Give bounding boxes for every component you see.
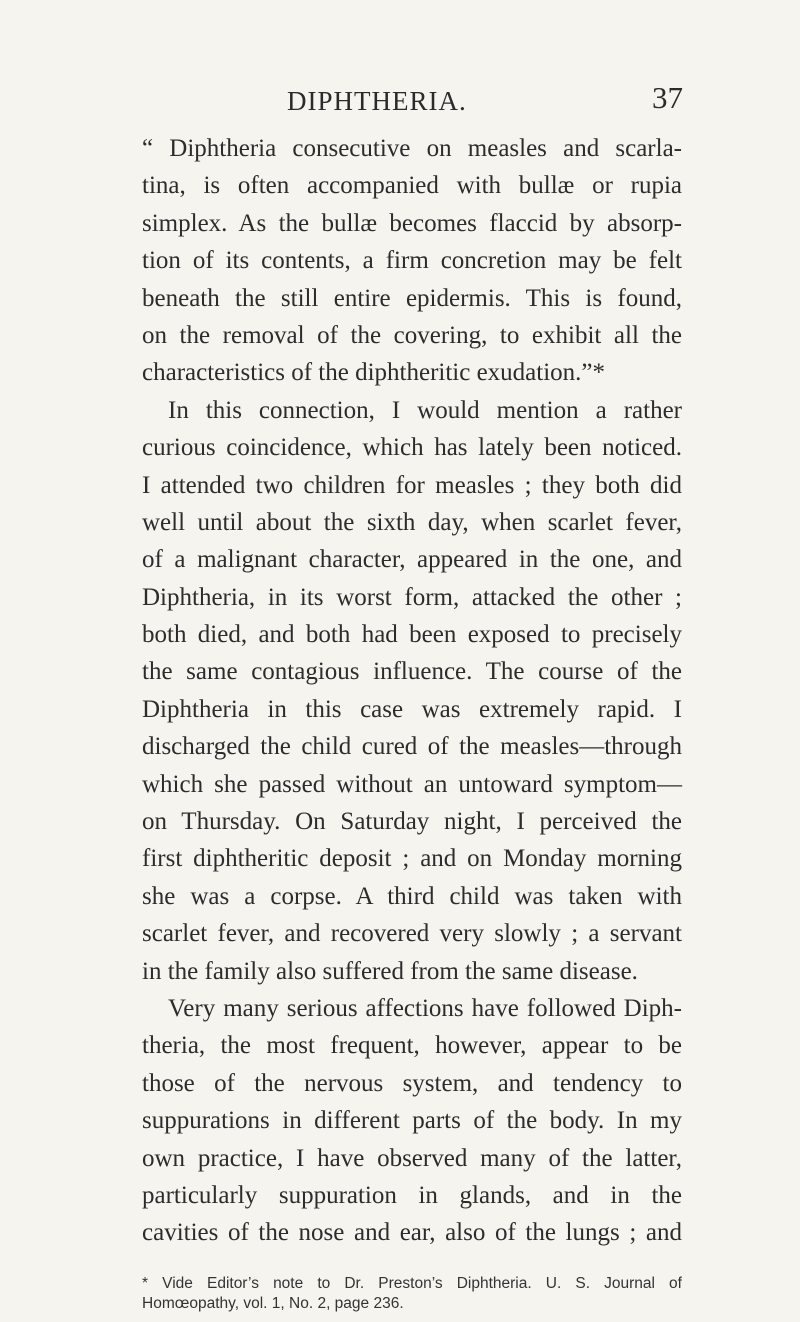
body-text — [142, 130, 682, 1252]
text-line: on Thursday. On Saturday night, I perceived the — [142, 808, 682, 836]
text-line: which she passed without an untoward symptom— — [142, 770, 682, 798]
text-line: suppurations in different parts of the body. In my — [142, 1107, 682, 1135]
text-line: those of the nervous system, and tendency to — [142, 1069, 682, 1097]
text-line: beneath the still entire epidermis. This is found, — [142, 284, 682, 312]
text-line: In this connection, I would mention a rather — [168, 396, 682, 424]
text-line: theria, the most frequent, however, appear to be — [142, 1032, 682, 1060]
text-line: both died, and both had been exposed to precisely — [142, 621, 682, 649]
text-line: on the removal of the covering, to exhibit all the — [142, 321, 682, 349]
text-line: characteristics of the diphtheritic exudation.”* — [142, 359, 606, 387]
text-line: first diphtheritic deposit ; and on Monday morning — [142, 845, 682, 873]
text-line: tina, is often accompanied with bullæ or rupia — [142, 172, 682, 200]
text-line: cavities of the nose and ear, also of the lungs ; and — [142, 1219, 682, 1247]
text-line: Diphtheria, in its worst form, attacked the other ; — [142, 583, 682, 611]
text-line: of a malignant character, appeared in the one, and — [142, 546, 682, 574]
text-line: Very many serious affections have followed Diph- — [168, 994, 682, 1022]
text-line: scarlet fever, and recovered very slowly ; a servant — [142, 920, 682, 948]
text-line: well until about the sixth day, when scarlet fever, — [142, 508, 682, 536]
footnote-line: Homœopathy, vol. 1, No. 2, page 236. — [142, 1295, 404, 1312]
text-line: tion of its contents, a firm concretion may be felt — [142, 247, 682, 275]
footnote — [142, 1274, 682, 1314]
text-line: the same contagious influence. The course of the — [142, 658, 682, 686]
running-head-title: DIPHTHERIA. — [287, 86, 467, 116]
text-line: “ Diphtheria consecutive on measles and scarla- — [142, 135, 682, 162]
text-line: Diphtheria in this case was extremely rapid. I — [142, 695, 682, 723]
text-line: discharged the child cured of the measles—through — [142, 733, 682, 761]
text-line: own practice, I have observed many of the latter, — [142, 1144, 682, 1172]
footnote-line: * Vide Editor’s note to Dr. Preston’s Diphtheria. U. S. Journal of — [142, 1275, 682, 1292]
page-number: 37 — [652, 80, 683, 115]
text-line: curious coincidence, which has lately been noticed. — [142, 434, 682, 462]
running-head — [0, 80, 800, 126]
text-line: I attended two children for measles ; they both did — [142, 471, 682, 499]
text-line: in the family also suffered from the same disease. — [142, 957, 638, 985]
text-line: simplex. As the bullæ becomes flaccid by absorp- — [142, 209, 682, 237]
text-line: she was a corpse. A third child was taken with — [142, 882, 682, 910]
text-line: particularly suppuration in glands, and in the — [142, 1181, 682, 1209]
